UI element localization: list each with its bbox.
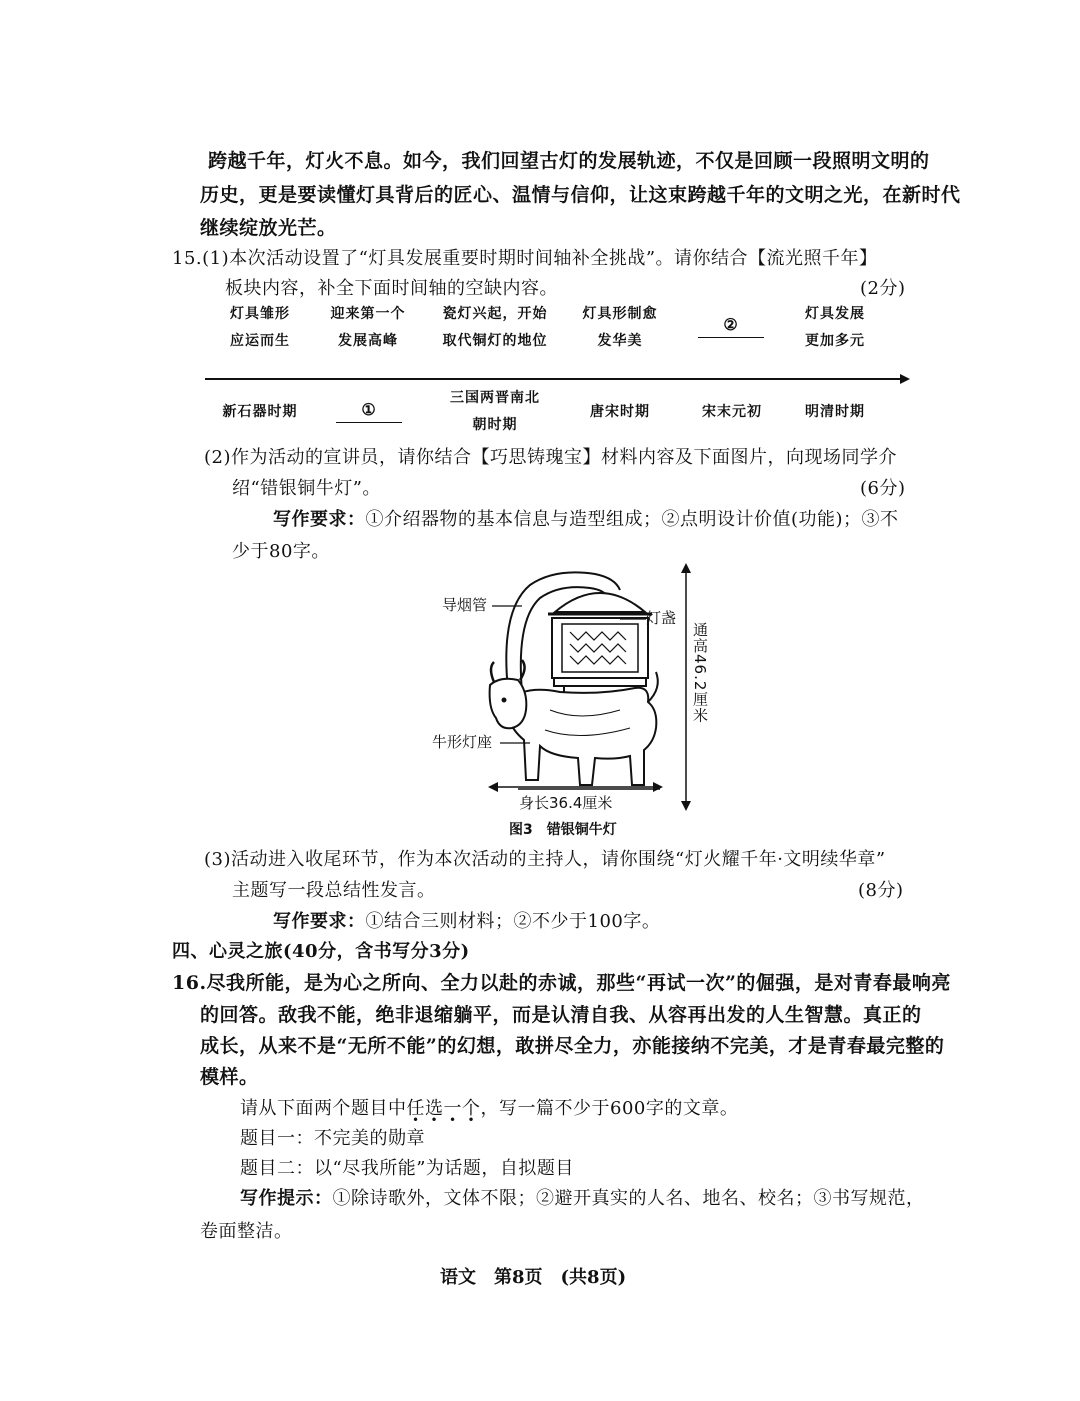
emphasized-char: 选 [425, 1098, 444, 1119]
timeline-bottom-5: 宋末元初 [702, 404, 762, 420]
q15-part2-requirements: 写作要求：①介绍器物的基本信息与造型组成；②点明设计价值(功能)；③不 [273, 509, 899, 530]
q16-line-2: 的回答。敌我不能，绝非退缩躺平，而是认清自我、从容再出发的人生智慧。真正的 [200, 1004, 922, 1026]
intro-line-3: 继续绽放光芒。 [200, 217, 337, 239]
emphasized-char: 个 [462, 1098, 481, 1119]
page-footer: 语文 第8页 (共8页) [440, 1267, 627, 1288]
q15-part2-line-2: 绍“错银铜牛灯”。 [232, 478, 381, 499]
q16-line-3: 成长，从来不是“无所不能”的幻想，敢拼尽全力，亦能接纳不完美，才是青春最完整的 [200, 1035, 945, 1057]
emphasized-choose-one [407, 1098, 481, 1119]
section-4-title: 四、心灵之旅(40分，含书写分3分) [172, 941, 470, 962]
q15-part3-line-2: 主题写一段总结性发言。 [232, 880, 436, 901]
emphasized-char: 任 [406, 1098, 425, 1119]
intro-line-2: 历史，更是要读懂灯具背后的匠心、温情与信仰，让这束跨越千年的文明之光，在新时代 [200, 184, 961, 206]
label-bull-base: 牛形灯座 [432, 733, 493, 751]
timeline-top-2: 迎来第一个 发展高峰 [330, 306, 406, 349]
timeline-arrow [200, 372, 912, 386]
figure-caption: 图3 错银铜牛灯 [509, 822, 617, 838]
q16-line-4: 模样。 [200, 1066, 259, 1088]
leader-line-pipe [492, 604, 522, 608]
timeline-bottom-3: 三国两晋南北 朝时期 [450, 390, 540, 433]
length-label: 身长36.4厘米 [519, 794, 613, 812]
requirements-label: 写作要求： [273, 509, 366, 530]
timeline-top-4: 灯具形制愈 发华美 [582, 306, 658, 349]
timeline-blank-1[interactable]: ① [336, 398, 402, 425]
q15-part3-requirements: 写作要求：①结合三则材料；②不少于100字。 [273, 911, 661, 932]
q15-part2-line-1: (2)作为活动的宣讲员，请你结合【巧思铸瑰宝】材料内容及下面图片，向现场同学介 [204, 447, 897, 468]
timeline-top-1: 灯具雏形 应运而生 [230, 306, 290, 349]
intro-line-1: 跨越千年，灯火不息。如今，我们回望古灯的发展轨迹，不仅是回顾一段照明文明的 [208, 150, 930, 172]
label-lamp: 灯盏 [646, 609, 677, 627]
timeline-bottom-6: 明清时期 [805, 404, 865, 420]
q15-part1-line-2: 板块内容，补全下面时间轴的空缺内容。 [225, 278, 558, 299]
emphasized-char: 一 [443, 1098, 462, 1119]
q16-prompt: 请从下面两个题目中任选一个，写一篇不少于600字的文章。 [240, 1098, 739, 1119]
q16-line-1: 16.尽我所能，是为心之所向、全力以赴的赤诚，那些“再试一次”的倔强，是对青春最响亮 [172, 972, 951, 994]
timeline-top-6: 灯具发展 更加多元 [805, 306, 865, 349]
tips-label: 写作提示： [240, 1188, 333, 1209]
leader-line-lamp [620, 617, 646, 621]
q16-topic-2: 题目二：以“尽我所能”为话题，自拟题目 [240, 1158, 574, 1179]
timeline-bottom-1: 新石器时期 [222, 404, 298, 420]
q16-tips: 写作提示：①除诗歌外，文体不限；②避开真实的人名、地名、校名；③书写规范， [240, 1188, 925, 1209]
timeline-bottom-4: 唐宋时期 [590, 404, 650, 420]
q15-part1-score: (2分) [860, 278, 906, 299]
q15-part1-line-1: 15.(1)本次活动设置了“灯具发展重要时期时间轴补全挑战”。请你结合【流光照千年】 [172, 248, 878, 269]
timeline-blank-2[interactable]: ② [698, 313, 764, 340]
q15-part2-score: (6分) [860, 478, 906, 499]
q15-part3-line-1: (3)活动进入收尾环节，作为本次活动的主持人，请你围绕“灯火耀千年·文明续华章” [204, 849, 886, 870]
height-label: 通高46.2厘米 [691, 622, 709, 724]
timeline-top-3: 瓷灯兴起，开始 取代铜灯的地位 [442, 306, 548, 349]
q15-part3-score: (8分) [858, 880, 904, 901]
requirements-label: 写作要求： [273, 911, 366, 932]
q15-part2-requirements-cont: 少于80字。 [232, 541, 330, 562]
leader-line-base [500, 741, 530, 745]
q16-tips-cont: 卷面整洁。 [200, 1221, 293, 1242]
label-smoke-pipe: 导烟管 [442, 596, 488, 614]
q16-topic-1: 题目一：不完美的勋章 [240, 1128, 425, 1149]
